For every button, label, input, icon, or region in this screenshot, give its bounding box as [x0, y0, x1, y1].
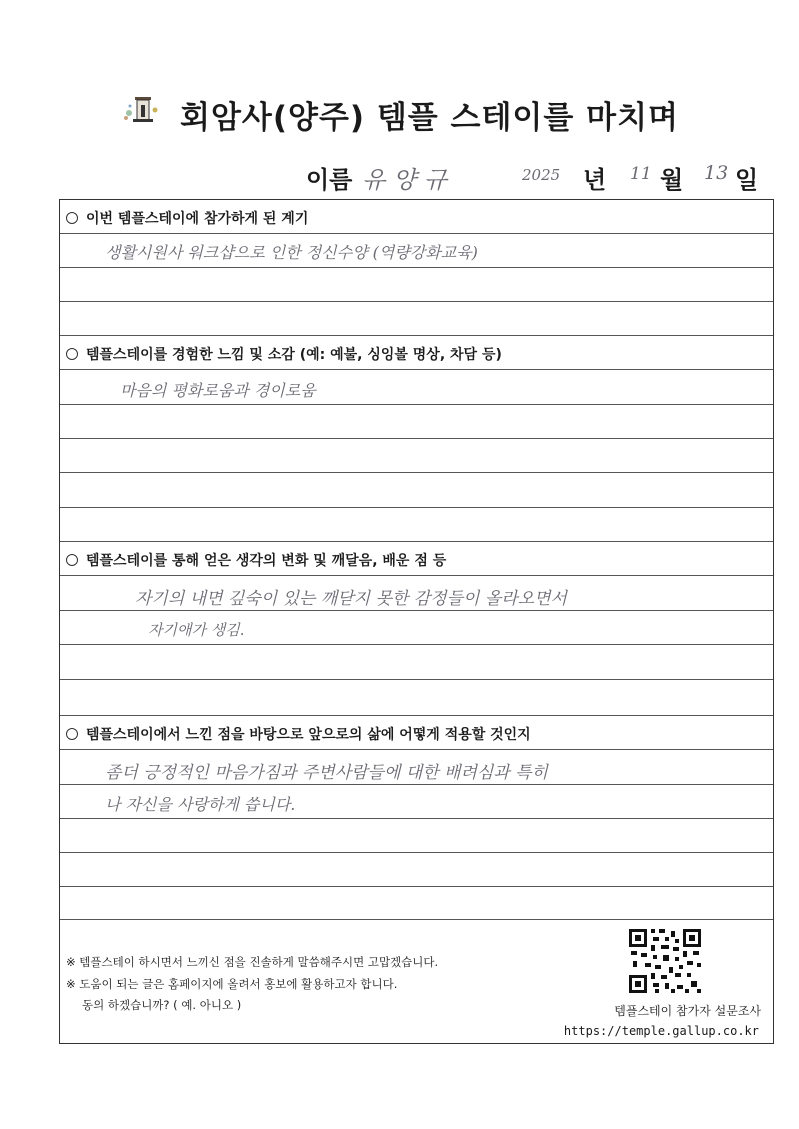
name-date-row	[0, 158, 799, 194]
year-value: 2025	[522, 166, 561, 184]
survey-label: 템플스테이 참가자 설문조사	[614, 1004, 761, 1018]
section-2-answer-1: 마음의 평화로움과 경이로움	[120, 381, 316, 400]
section-3-line-1	[60, 576, 773, 611]
section-4-answer-2: 나 자신을 사랑하게 씁니다.	[105, 795, 296, 814]
circle-bullet-icon	[66, 554, 78, 566]
section-2-line-5	[60, 508, 773, 542]
qr-code-icon	[627, 927, 703, 995]
section-2-question: 템플스테이를 경험한 느낌 및 소감 (예: 예불, 싱잉볼 명상, 차담 등)	[86, 347, 502, 363]
section-2-header	[60, 336, 773, 370]
section-3-answer-2: 자기애가 생김.	[148, 621, 245, 639]
footer-note-2: ※ 도움이 되는 글은 홈페이지에 올려서 홍보에 활용하고자 합니다.	[66, 977, 398, 991]
section-4-header	[60, 716, 773, 750]
title-row	[0, 88, 799, 138]
section-4-question: 템플스테이에서 느낀 점을 바탕으로 앞으로의 삶에 어떻게 적용할 것인지	[86, 727, 531, 743]
section-4-line-5	[60, 887, 773, 920]
section-1-answer-1: 생활시원사 워크샵으로 인한 정신수양 (역량강화교육)	[105, 243, 478, 262]
section-2-line-3	[60, 439, 773, 473]
section-4-answer-1: 좀더 긍정적인 마음가짐과 주변사람들에 대한 배려심과 특히	[105, 763, 548, 783]
section-4-line-2	[60, 785, 773, 819]
year-label: 년	[583, 166, 607, 194]
circle-bullet-icon	[66, 728, 78, 740]
circle-bullet-icon	[66, 212, 78, 224]
page-title: 회암사(양주) 템플 스테이를 마치며	[180, 100, 679, 136]
section-1-question: 이번 템플스테이에 참가하게 된 계기	[86, 211, 309, 227]
footer-note-3: 동의 하겠습니까? ( 예. 아니오 )	[82, 998, 242, 1012]
survey-url[interactable]: https://temple.gallup.co.kr	[563, 1024, 759, 1038]
footer-note-1: ※ 템플스테이 하시면서 느끼신 점을 진솔하게 말씀해주시면 고맙겠습니다.	[66, 955, 439, 969]
section-3-line-4	[60, 680, 773, 716]
section-1-line-2	[60, 268, 773, 302]
day-value: 13	[704, 162, 729, 184]
section-3-header	[60, 542, 773, 576]
section-1-line-1	[60, 234, 773, 268]
name-label: 이름	[306, 166, 353, 194]
section-2-line-4	[60, 473, 773, 508]
month-label: 월	[660, 166, 684, 194]
temple-logo-icon	[120, 94, 160, 124]
section-2-line-2	[60, 405, 773, 439]
form-footer	[60, 920, 773, 1045]
section-1-header	[60, 200, 773, 234]
section-3-line-2	[60, 611, 773, 645]
section-4-line-3	[60, 819, 773, 853]
section-4-line-4	[60, 853, 773, 887]
section-2-line-1	[60, 370, 773, 405]
circle-bullet-icon	[66, 348, 78, 360]
reflection-form	[59, 199, 774, 1044]
month-value: 11	[630, 164, 652, 184]
name-value: 유 양 규	[362, 166, 447, 194]
section-4-line-1	[60, 750, 773, 785]
section-1-line-3	[60, 302, 773, 336]
section-3-line-3	[60, 645, 773, 680]
section-3-answer-1: 자기의 내면 깊숙이 있는 깨닫지 못한 감정들이 올라오면서	[135, 589, 567, 609]
day-label: 일	[735, 166, 759, 194]
section-3-question: 템플스테이를 통해 얻은 생각의 변화 및 깨달음, 배운 점 등	[86, 553, 447, 569]
